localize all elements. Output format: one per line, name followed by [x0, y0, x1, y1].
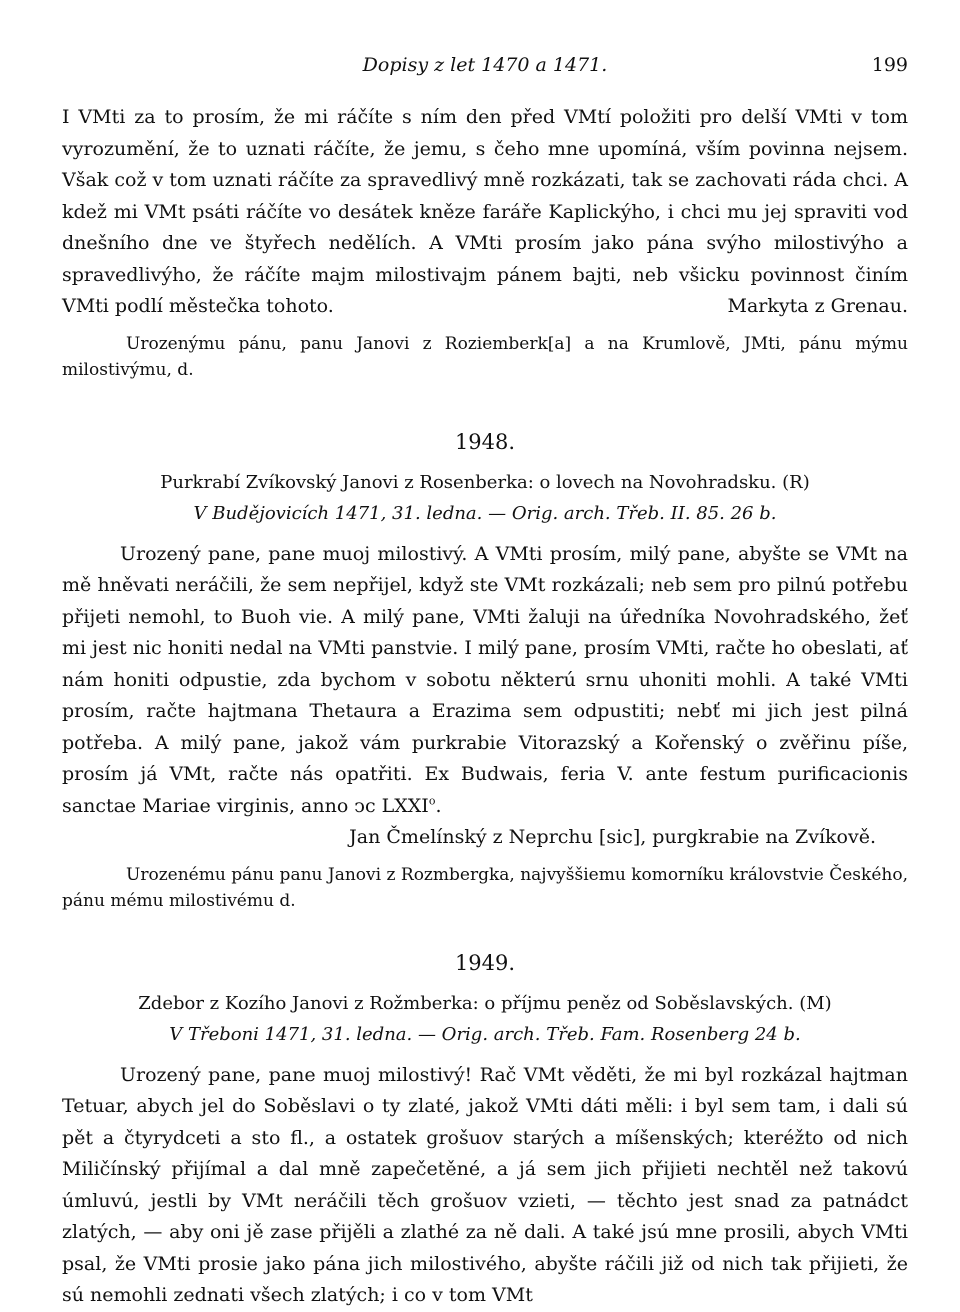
document-number: 1948.	[454, 429, 516, 454]
document-heading: Purkrabí Zvíkovský Janovi z Rosenberka: o lovech na Novohradsku. (R)	[160, 471, 810, 493]
document-page	[62, 52, 908, 1312]
document-source: V Budějovicích 1471, 31. ledna. — Orig. arch. Třeb. II. 85. 26 b.	[193, 502, 777, 524]
page-number: 199	[871, 54, 908, 76]
document-1949	[62, 948, 908, 1312]
letter-signature: Markyta z Grenau.	[727, 295, 908, 317]
running-title: Dopisy z let 1470 a 1471.	[362, 54, 608, 76]
letter-body	[62, 102, 908, 323]
letter-text: Urozený pane, pane muoj milostivý. A VMti prosím, milý pane, abyšte se VMt na mě hněvati neráčili, že sem nepřijel, když ste VMt rozkázali; neb sem pro pilnú potřebu přijeti nemohl, to Buoh vie. A milý pane, VMti žaluji na úředníka Novohradského, žeť mi jest nic honiti nedal na VMti panstvie. I milý pane, prosím VMti, račte ho obeslati, ať nám honiti odpustie, zda bychom v sobotu některú srnu uhoniti mohli. A také VMti prosím, račte hajtmana Thetaura a Erazima sem odpustiti; nebť mi jich jest pilná potřeba. A milý pane, jakož vám purkrabie Vitorazský a Kořenský o zvěřinu píše, prosím já VMt, račte nás opatřiti. Ex Budwais, feria V. ante festum purificacionis sanctae Mariae virginis, anno ↄc LXXI	[62, 542, 908, 817]
document-heading: Zdebor z Kozího Janovi z Rožmberka: o příjmu peněz od Soběslavských. (M)	[138, 992, 832, 1014]
letter-continuation	[62, 102, 908, 383]
letter-address: Urozenýmu pánu, panu Janovi z Roziemberk[a] a na Krumlově, JMti, pánu mýmu milostivýmu, d.	[62, 333, 908, 380]
document-source: V Třeboni 1471, 31. ledna. — Orig. arch. Třeb. Fam. Rosenberg 24 b.	[169, 1023, 801, 1045]
document-number: 1949.	[454, 950, 516, 975]
letter-signature: Jan Čmelínský z Neprchu [sic], purgkrabie na Zvíkově.	[349, 826, 876, 848]
superscript: o	[428, 794, 436, 808]
letter-body: Urozený pane, pane muoj milostivý! Rač VMt věděti, že mi byl rozkázal hajtman Tetuar, abych jel do Soběslavi o ty zlaté, jakož VMti dáti měli: i byl sem tam, i dali sú pět a čtyrydceti a sto fl., a ostatek grošuov starých a míšenských; kteréžto od nich Miličínský přijímal a dal mně zapečetěné, a já sem jich přijieti nechtěl než takovú úmluvú, jestli by VMt neráčili těch grošuov vzieti, — těchto jest snad za patnádct zlatých, — aby oni jě zase přijěli a zlathé za ně dali. A také jsú mne prosili, abych VMti psal, že VMti prosie jako pána jich milostivého, abyšte ráčili již od nich tak přijieti, že sú nemohli zednati všech zlatých; i co v tom VMt	[62, 1063, 908, 1306]
letter-body	[62, 539, 908, 823]
document-1948	[62, 427, 908, 914]
letter-address: Urozenému pánu panu Janovi z Rozmbergka, najvyššiemu komorníku královstvie Českého, pánu mému milostivému d.	[62, 864, 908, 911]
letter-text-end: .	[435, 794, 442, 817]
letter-text: I VMti za to prosím, že mi ráčíte s ním den před VMtí položiti pro delší VMti v tom vyrozumění, že to uznati ráčíte, že jemu, s čeho mne upomíná, vším povinna nejsem. Však což v tom uznati ráčíte za spravedlivý mně rozkázati, tak se zachovati ráda chci. A kdež mi VMt psáti ráčíte vo desátek kněze faráře Kaplickýho, i chci mu jej spraviti vod dnešního dne ve štyřech nedělích. A VMti prosím jako pána svýho milostivýho a spravedlivýho, že ráčíte majm milostivajm pánem bajti, neb všicku povinnost činím VMti podlí městečka tohoto.	[62, 106, 908, 317]
page-header	[62, 52, 908, 86]
